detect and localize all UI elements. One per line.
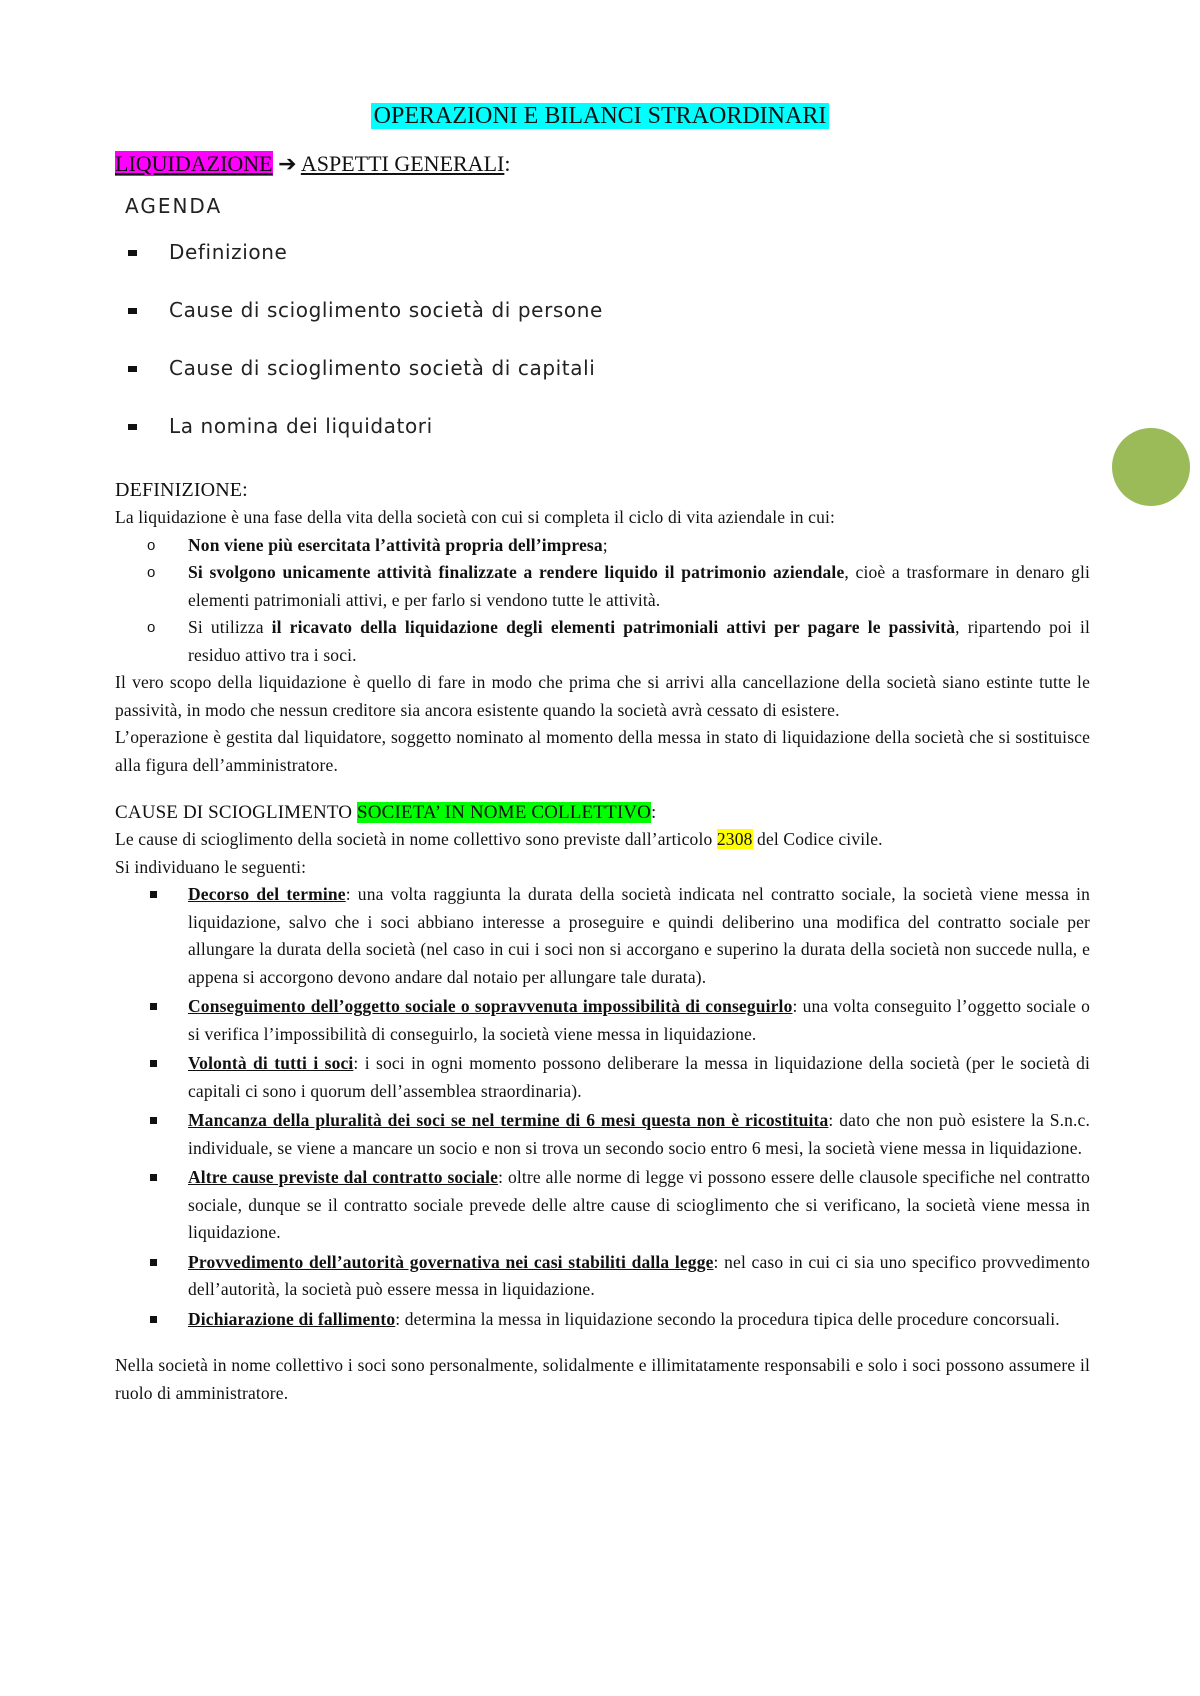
cause-desc: : una volta conseguito l’oggetto sociale o si verifica l’impossibilità di conseguirlo, la società viene messa in liquidazione. [188,996,1090,1044]
definizione-intro: La liquidazione è una fase della vita della società con cui si completa il ciclo di vita aziendale in cui: [115,507,835,527]
closing-paragraph: Nella società in nome collettivo i soci sono personalmente, solidalmente e illimitatamente responsabili e solo i soci possono assumere il ruolo di amministratore. [115,1355,1090,1403]
cause-desc: : dato che non può esistere la S.n.c. individuale, se viene a mancare un socio e non si trova un secondo socio entro 6 mesi, la società viene messa in liquidazione. [188,1110,1090,1158]
square-bullet-icon [150,891,157,898]
document-title [0,100,1200,132]
cause-term: Volontà di tutti i soci [188,1053,354,1073]
agenda-title: AGENDA [125,194,223,218]
definizione-paragraph-1: Il vero scopo della liquidazione è quello di fare in modo che prima che si arrivi alla cancellazione della società siano estinte tutte le passività, in modo che nessun creditore sia ancora esistente quando la società avrà cessato di esistere. [115,672,1090,720]
cause-desc: : nel caso in cui ci sia uno specifico provvedimento dell’autorità, la società può essere messa in liquidazione. [188,1251,1090,1299]
cause-desc: : i soci in ogni momento possono deliberare la messa in liquidazione della società (per le società di capitali ci sono i quorum dell’assemblea straordinaria). [188,1053,1090,1101]
list-item [188,1306,1090,1334]
list-item [188,1164,1090,1247]
liquidazione-label: LIQUIDAZIONE [115,151,273,176]
cause-list [115,881,1090,1333]
bullet-text: , ripartendo poi il residuo attivo tra i soci. [188,617,1090,665]
arrow-icon: ➔ [278,151,297,176]
square-bullet-icon [150,1174,157,1181]
square-bullet-icon [150,1117,157,1124]
agenda-item [125,355,603,413]
list-item [147,532,1090,560]
definizione-heading: DEFINIZIONE: [115,479,248,501]
cause-desc: : oltre alle norme di legge vi possono essere delle clausole specifiche nel contratto sociale, dunque se il contratto sociale prevede delle altre cause di scioglimento che si verificano, la società viene messa in liquidazione. [188,1167,1090,1242]
cause-heading [115,799,1090,826]
cause-heading-colon: : [651,802,657,823]
document-body [115,477,1090,1407]
cause-desc: : una volta raggiunta la durata della società indicata nel contratto sociale, la società viene messa in liquidazione, salvo che i soci abbiano interesse a proseguire e quindi deliberino una modifica del contratto sociale per allungare la durata della società (nel caso in cui i soci non si accorgano e superino la durata della società non succede nulla, e appena si accorgono devono andare dal notaio per allungare tale durata). [188,884,1091,987]
list-item [188,993,1090,1048]
spacer [115,1335,1090,1352]
list-item [188,1107,1090,1162]
cause-intro-pre: Le cause di scioglimento della società in nome collettivo sono previste dall’articolo [115,829,717,849]
snc-highlight: SOCIETA’ IN NOME COLLETTIVO [357,802,652,823]
aspetti-generali-label: ASPETTI GENERALI [300,151,505,176]
square-bullet-icon [128,308,137,314]
list-item [188,1050,1090,1105]
document-title-text: OPERAZIONI E BILANCI STRAORDINARI [371,103,830,129]
section-subheading [115,149,510,179]
square-bullet-icon [150,1060,157,1067]
list-item [147,614,1090,669]
bullet-pre-text: Si utilizza [188,617,272,637]
agenda-item-label: La nomina dei liquidatori [169,414,433,438]
cause-desc: : determina la messa in liquidazione secondo la procedura tipica delle procedure concorsuali. [395,1308,1060,1329]
agenda-item [125,239,603,297]
green-circle-decoration [1112,428,1190,506]
agenda-item [125,297,603,355]
cause-heading-text: CAUSE DI SCIOGLIMENTO [115,802,358,823]
bullet-text: , cioè a trasformare in denaro gli elementi patrimoniali attivi, e per farlo si vendono tutte le attività. [188,562,1091,610]
cause-term: Dichiarazione di fallimento [188,1308,396,1329]
bullet-text: ; [602,534,608,555]
square-bullet-icon [150,1003,157,1010]
agenda-slide [125,193,603,471]
list-item [188,1249,1090,1304]
cause-term: Decorso del termine [188,884,346,904]
bullet-bold-text: Non viene più esercitata l’attività propria dell’impresa [188,534,603,555]
bullet-bold-text: il ricavato della liquidazione degli elementi patrimoniali attivi per pagare le passività [271,617,956,637]
square-bullet-icon [128,424,137,430]
cause-intro [115,826,1090,854]
agenda-item-label: Cause di scioglimento società di persone [169,298,603,322]
circle-bullet-icon: o [147,564,156,581]
square-bullet-icon [128,250,137,256]
square-bullet-icon [150,1316,157,1323]
circle-bullet-icon: o [147,619,156,636]
cause-term: Mancanza della pluralità dei soci se nel termine di 6 mesi questa non è ricostituita [188,1110,829,1130]
subheading-colon: : [504,151,511,176]
article-number: 2308 [716,829,753,849]
definizione-bullets [115,532,1090,670]
agenda-item-label: Cause di scioglimento società di capitali [169,356,596,380]
agenda-item-label: Definizione [169,240,288,264]
square-bullet-icon [128,366,137,372]
definizione-paragraph-2: L’operazione è gestita dal liquidatore, soggetto nominato al momento della messa in stato di liquidazione della società che si sostituisce alla figura dell’amministratore. [115,727,1090,775]
list-item [147,559,1091,614]
cause-intro-2: Si individuano le seguenti: [115,856,307,877]
list-item [188,881,1090,991]
square-bullet-icon [150,1259,157,1266]
cause-term: Altre cause previste dal contratto sociale [188,1167,499,1187]
cause-intro-post: del Codice civile. [752,829,883,849]
cause-term: Provvedimento dell’autorità governativa nei casi stabiliti dalla legge [188,1251,714,1272]
cause-term: Conseguimento dell’oggetto sociale o sopravvenuta impossibilità di conseguirlo [188,996,793,1016]
circle-bullet-icon: o [147,536,156,554]
spacer [115,779,1090,799]
bullet-bold-text: Si svolgono unicamente attività finalizzate a rendere liquido il patrimonio aziendale [188,562,845,582]
agenda-item [125,413,603,471]
